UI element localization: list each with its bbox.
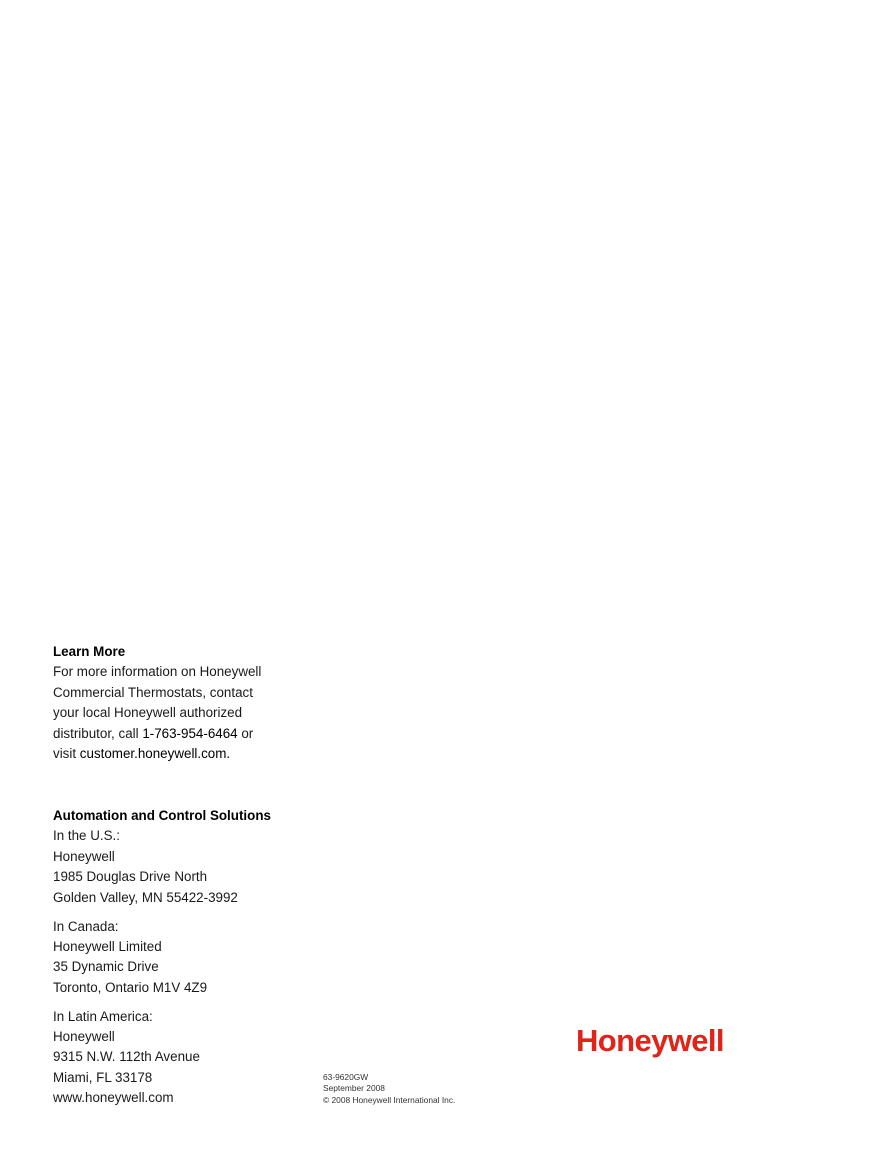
- document-number: 63-9620GW: [323, 1072, 369, 1082]
- honeywell-website: www.honeywell.com: [53, 1090, 174, 1106]
- address-line: Honeywell: [53, 848, 115, 864]
- publication-date: September 2008: [323, 1083, 385, 1094]
- learn-more-visit-line: [53, 744, 313, 764]
- learn-more-line: your local Honeywell authorized: [53, 705, 243, 721]
- address-line: Toronto, Ontario M1V 4Z9: [53, 979, 208, 995]
- learn-more-contact-line: [53, 724, 313, 744]
- region-label: In the U.S.:: [53, 828, 120, 844]
- canada-address: [53, 917, 313, 999]
- learn-more-section: [53, 642, 313, 764]
- learn-more-line: For more information on Honeywell: [53, 664, 262, 680]
- contact-prefix: distributor, call: [53, 725, 143, 741]
- address-line: 1985 Douglas Drive North: [53, 869, 208, 885]
- address-line: Miami, FL 33178: [53, 1069, 153, 1085]
- copyright-notice: © 2008 Honeywell International Inc.: [323, 1094, 456, 1105]
- learn-more-line: Commercial Thermostats, contact: [53, 684, 253, 700]
- contact-suffix: or: [237, 725, 254, 741]
- address-line: 9315 N.W. 112th Avenue: [53, 1049, 200, 1065]
- customer-website: customer.honeywell.com.: [79, 746, 231, 762]
- visit-prefix: visit: [53, 746, 80, 762]
- honeywell-logo: Honeywell: [576, 1023, 724, 1058]
- address-line: Honeywell: [53, 1029, 115, 1045]
- address-line: Honeywell Limited: [53, 938, 162, 954]
- phone-number: 1-763-954-6464: [142, 725, 238, 741]
- automation-section: [53, 806, 313, 1109]
- address-line: 35 Dynamic Drive: [53, 959, 159, 975]
- document-footer: [323, 1072, 455, 1106]
- us-address: [53, 826, 313, 908]
- region-label: In Canada:: [53, 918, 119, 934]
- learn-more-heading: Learn More: [53, 644, 126, 659]
- region-label: In Latin America:: [53, 1008, 153, 1024]
- automation-heading: Automation and Control Solutions: [53, 808, 271, 823]
- address-line: Golden Valley, MN 55422-3992: [53, 889, 238, 905]
- latin-america-address: [53, 1007, 313, 1109]
